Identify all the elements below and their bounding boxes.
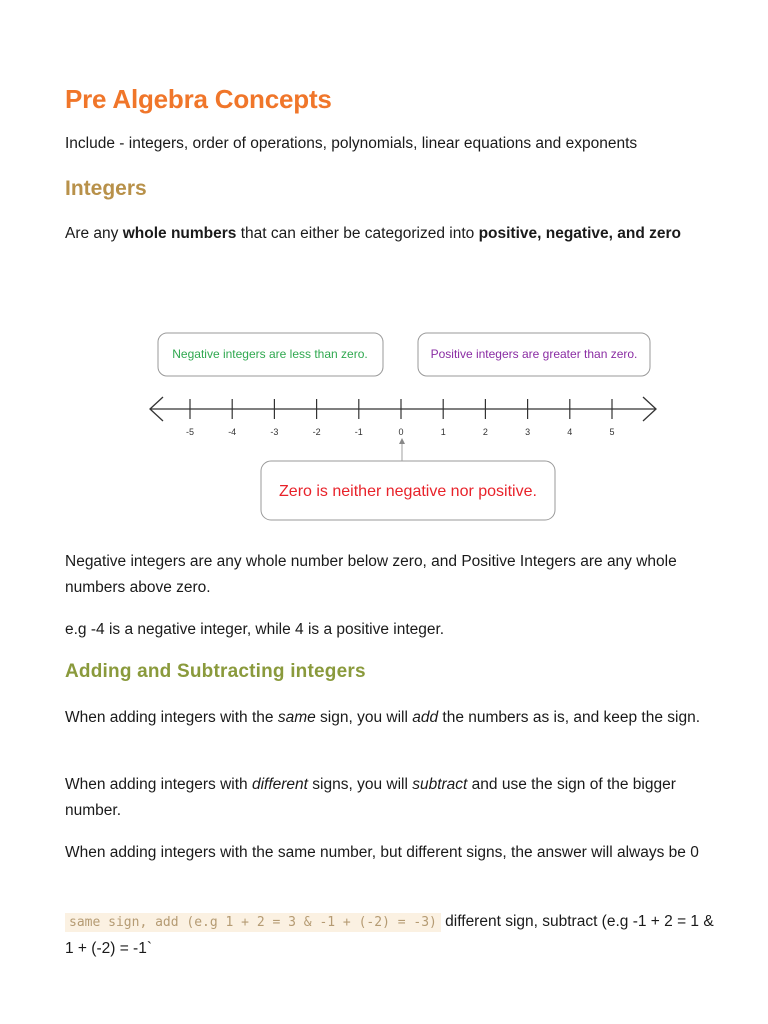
tick-label: -4 xyxy=(228,427,237,437)
integers-definition xyxy=(65,221,725,247)
negative-callout-text: Negative integers are less than zero. xyxy=(172,347,368,361)
p1-italic-2: add xyxy=(412,709,439,726)
tick-label: -3 xyxy=(270,427,279,437)
p2-text-a: When adding integers with xyxy=(65,776,252,793)
tick-label: 2 xyxy=(482,427,488,437)
def-bold-2: positive, negative, and zero xyxy=(478,225,681,242)
tick-label: -5 xyxy=(185,427,195,437)
zero-callout-text: Zero is neither negative nor positive. xyxy=(279,483,537,500)
tick-label: 0 xyxy=(398,427,404,437)
tick-label: 3 xyxy=(525,427,531,437)
p2-text-b: signs, you will xyxy=(307,776,413,793)
tick-label: -2 xyxy=(312,427,321,437)
code-after-text: different sign, subtract (e.g -1 + 2 = 1 & 1 + (-2) = -1` xyxy=(65,913,714,957)
p1-text-a: When adding integers with the xyxy=(65,709,278,726)
inline-code: same sign, add (e.g 1 + 2 = 3 & -1 + (-2) = -3) xyxy=(65,913,441,932)
integers-heading: Integers xyxy=(65,177,147,200)
page-title: Pre Algebra Concepts xyxy=(65,84,332,114)
p1-italic-1: same xyxy=(277,709,316,726)
intro-paragraph: Include - integers, order of operations, polynomials, linear equations and exponents xyxy=(65,135,638,152)
p2-text-c: and use the sign of the bigger number. xyxy=(65,776,676,819)
adding-paragraph-3: When adding integers with the same number, but different signs, the answer will always be 0 xyxy=(65,844,699,861)
positive-callout-text: Positive integers are greater than zero. xyxy=(430,347,638,361)
adding-code-paragraph xyxy=(65,909,725,962)
tick-label: 4 xyxy=(567,427,573,437)
tick-label: 1 xyxy=(440,427,446,437)
def-bold-1: whole numbers xyxy=(122,225,237,242)
tick-label: -1 xyxy=(354,427,363,437)
p1-text-b: sign, you will xyxy=(315,709,413,726)
def-text-2: that can either be categorized into xyxy=(236,225,479,242)
adding-heading: Adding and Subtracting integers xyxy=(65,661,366,682)
number-line-figure xyxy=(135,325,665,530)
integers-explanation: Negative integers are any whole number below zero, and Positive Integers are any whole numbers above zero. xyxy=(65,553,677,596)
tick-group xyxy=(186,399,615,437)
adding-paragraph-2 xyxy=(65,772,725,824)
tick-label: 5 xyxy=(609,427,615,437)
p2-italic-2: subtract xyxy=(412,776,468,793)
p1-text-c: the numbers as is, and keep the sign. xyxy=(438,709,701,726)
integers-example: e.g -4 is a negative integer, while 4 is a positive integer. xyxy=(65,621,445,638)
def-text-1: Are any xyxy=(65,225,123,242)
zero-pointer-arrow-icon xyxy=(399,438,405,444)
adding-paragraph-1 xyxy=(65,705,725,731)
p2-italic-1: different xyxy=(251,776,308,793)
